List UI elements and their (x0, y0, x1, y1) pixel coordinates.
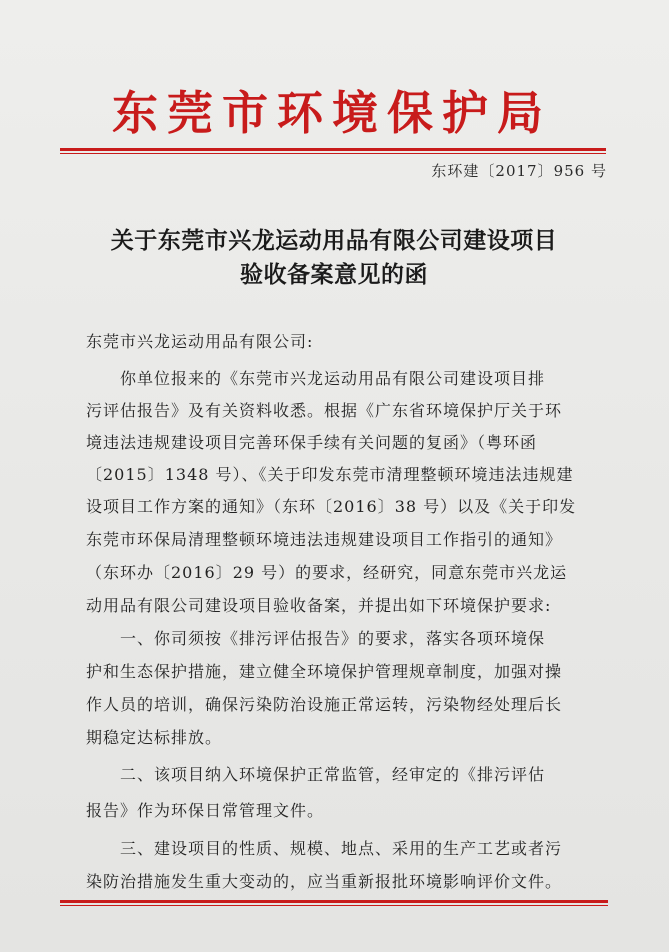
body-line: 动用品有限公司建设项目验收备案，并提出如下环境保护要求: (86, 596, 552, 615)
salutation: 东莞市兴龙运动用品有限公司: (86, 332, 314, 351)
body-line: 报告》作为环保日常管理文件。 (86, 801, 325, 820)
footer-red-rule-thin (60, 905, 608, 906)
body-line: 三、建设项目的性质、规模、地点、采用的生产工艺或者污 (86, 839, 563, 858)
footer-red-rule (60, 900, 608, 903)
body-line: 〔2015〕1348 号）、《关于印发东莞市清理整顿环境违法违规建 (86, 465, 574, 484)
body-line: 东莞市环保局清理整顿环境违法违规建设项目工作指引的通知》 (86, 530, 563, 549)
body-line: 境违法违规建设项目完善环保手续有关问题的复函》（粤环函 (86, 433, 538, 452)
agency-letterhead-title: 东莞市环境保护局 (112, 86, 552, 140)
document-title-line-2: 验收备案意见的函 (240, 261, 428, 288)
body-line: 染防治措施发生重大变动的，应当重新报批环境影响评价文件。 (86, 872, 563, 891)
body-line: 你单位报来的《东莞市兴龙运动用品有限公司建设项目排 (86, 369, 546, 388)
document-number: 东环建〔2017〕956 号 (431, 162, 607, 180)
body-line: 二、该项目纳入环境保护正常监管，经审定的《排污评估 (86, 765, 546, 784)
body-line: 污评估报告》及有关资料收悉。根据《广东省环境保护厅关于环 (86, 401, 563, 420)
document-title-line-1: 关于东莞市兴龙运动用品有限公司建设项目 (110, 227, 558, 254)
body-line: 期稳定达标排放。 (86, 728, 223, 747)
body-line: 护和生态保护措施，建立健全环境保护管理规章制度，加强对操 (86, 662, 563, 681)
letterhead-red-rule (60, 148, 606, 151)
body-line: （东环办〔2016〕29 号）的要求，经研究，同意东莞市兴龙运 (86, 563, 568, 582)
body-line: 作人员的培训，确保污染防治设施正常运转，污染物经处理后长 (86, 695, 563, 714)
body-line: 设项目工作方案的通知》（东环〔2016〕38 号）以及《关于印发 (86, 497, 577, 516)
body-line: 一、你司须按《排污评估报告》的要求，落实各项环境保 (86, 629, 546, 648)
letterhead-red-rule-thin (60, 153, 606, 154)
